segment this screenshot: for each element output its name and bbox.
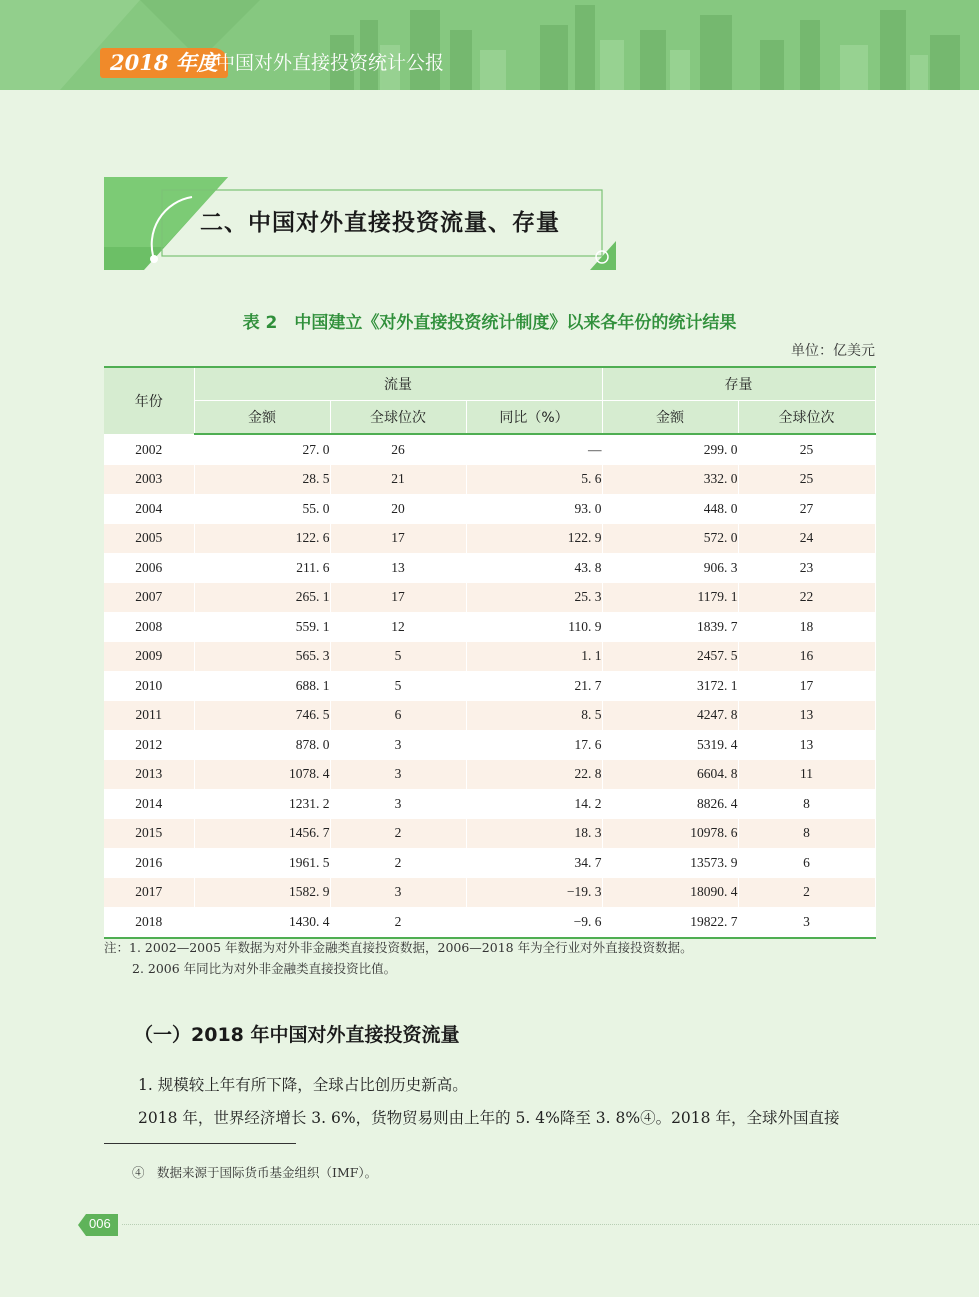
- cell-stock-amount: 5319. 4: [602, 730, 738, 760]
- table-notes: [104, 937, 693, 979]
- cell-year: 2013: [104, 760, 194, 790]
- cell-flow-rank: 2: [330, 848, 466, 878]
- cell-year: 2015: [104, 819, 194, 849]
- cell-flow-amount: 1582. 9: [194, 878, 330, 908]
- cell-flow-rank: 17: [330, 524, 466, 554]
- cell-year: 2009: [104, 642, 194, 672]
- cell-stock-amount: 8826. 4: [602, 789, 738, 819]
- cell-flow-amount: 1961. 5: [194, 848, 330, 878]
- cell-stock-rank: 3: [738, 907, 875, 938]
- note-line-2: 2. 2006 年同比为对外非金融类直接投资比值。: [132, 961, 397, 976]
- page-number: 006: [89, 1216, 111, 1231]
- cell-flow-yoy: 14. 2: [466, 789, 602, 819]
- cell-flow-amount: 265. 1: [194, 583, 330, 613]
- header-stock: 存量: [602, 367, 875, 401]
- cell-stock-rank: 25: [738, 465, 875, 495]
- cell-stock-rank: 16: [738, 642, 875, 672]
- cell-flow-amount: 1430. 4: [194, 907, 330, 938]
- subsection-heading: （一）2018 年中国对外直接投资流量: [134, 1024, 460, 1046]
- cell-stock-amount: 2457. 5: [602, 642, 738, 672]
- cell-stock-amount: 10978. 6: [602, 819, 738, 849]
- cell-stock-rank: 18: [738, 612, 875, 642]
- table-row: [104, 701, 875, 731]
- cell-flow-rank: 5: [330, 642, 466, 672]
- cell-flow-rank: 5: [330, 671, 466, 701]
- paragraph-2: 2018 年，世界经济增长 3. 6%，货物贸易则由上年的 5. 4%降至 3. 8%④。2018 年，全球外国直接: [138, 1109, 840, 1127]
- cell-flow-yoy: 122. 9: [466, 524, 602, 554]
- cell-stock-rank: 2: [738, 878, 875, 908]
- cell-stock-amount: 19822. 7: [602, 907, 738, 938]
- cell-flow-rank: 2: [330, 819, 466, 849]
- cell-flow-amount: 559. 1: [194, 612, 330, 642]
- cell-flow-rank: 3: [330, 789, 466, 819]
- cell-stock-amount: 448. 0: [602, 494, 738, 524]
- cell-flow-amount: 1456. 7: [194, 819, 330, 849]
- cell-flow-rank: 3: [330, 760, 466, 790]
- footnote-rule: [104, 1143, 296, 1144]
- table-caption: 表 2 中国建立《对外直接投资统计制度》以来各年份的统计结果: [242, 313, 737, 333]
- table-row: [104, 494, 875, 524]
- cell-year: 2012: [104, 730, 194, 760]
- cell-flow-yoy: —: [466, 434, 602, 465]
- cell-flow-rank: 13: [330, 553, 466, 583]
- page-header: [0, 0, 979, 90]
- cell-stock-rank: 24: [738, 524, 875, 554]
- cell-flow-rank: 21: [330, 465, 466, 495]
- cell-flow-amount: 565. 3: [194, 642, 330, 672]
- note-line-1: 注：1. 2002—2005 年数据为对外非金融类直接投资数据，2006—2018 年为全行业对外直接投资数据。: [104, 940, 693, 955]
- section-title: 二、中国对外直接投资流量、存量: [200, 210, 560, 236]
- cell-flow-yoy: 110. 9: [466, 612, 602, 642]
- cell-stock-rank: 13: [738, 701, 875, 731]
- cell-flow-yoy: −19. 3: [466, 878, 602, 908]
- subheader-flow-rank: 全球位次: [330, 401, 466, 435]
- cell-year: 2016: [104, 848, 194, 878]
- cell-stock-rank: 8: [738, 789, 875, 819]
- cell-flow-yoy: 25. 3: [466, 583, 602, 613]
- table-row: [104, 819, 875, 849]
- table-row: [104, 612, 875, 642]
- cell-year: 2014: [104, 789, 194, 819]
- cell-year: 2005: [104, 524, 194, 554]
- cell-stock-rank: 22: [738, 583, 875, 613]
- cell-stock-amount: 1179. 1: [602, 583, 738, 613]
- table-row: [104, 524, 875, 554]
- table-row: [104, 642, 875, 672]
- table-row: [104, 760, 875, 790]
- cell-stock-rank: 27: [738, 494, 875, 524]
- cell-flow-rank: 3: [330, 730, 466, 760]
- cell-flow-amount: 28. 5: [194, 465, 330, 495]
- cell-flow-rank: 12: [330, 612, 466, 642]
- cell-flow-amount: 1078. 4: [194, 760, 330, 790]
- cell-stock-rank: 25: [738, 434, 875, 465]
- cell-year: 2003: [104, 465, 194, 495]
- cell-flow-yoy: 5. 6: [466, 465, 602, 495]
- table-row: [104, 583, 875, 613]
- page-footer-line: [122, 1224, 979, 1225]
- cell-year: 2018: [104, 907, 194, 938]
- cell-stock-amount: 6604. 8: [602, 760, 738, 790]
- cell-flow-yoy: 34. 7: [466, 848, 602, 878]
- cell-flow-amount: 746. 5: [194, 701, 330, 731]
- table-row: [104, 789, 875, 819]
- statistics-table: [104, 366, 876, 939]
- cell-stock-rank: 17: [738, 671, 875, 701]
- cell-year: 2004: [104, 494, 194, 524]
- document-title: 中国对外直接投资统计公报: [216, 52, 445, 74]
- cell-flow-yoy: 21. 7: [466, 671, 602, 701]
- cell-flow-yoy: 43. 8: [466, 553, 602, 583]
- cell-flow-amount: 211. 6: [194, 553, 330, 583]
- cell-stock-amount: 332. 0: [602, 465, 738, 495]
- cell-year: 2017: [104, 878, 194, 908]
- cell-stock-rank: 6: [738, 848, 875, 878]
- table-row: [104, 434, 875, 465]
- cell-flow-amount: 1231. 2: [194, 789, 330, 819]
- cell-flow-amount: 688. 1: [194, 671, 330, 701]
- cell-flow-amount: 122. 6: [194, 524, 330, 554]
- cell-flow-amount: 878. 0: [194, 730, 330, 760]
- cell-flow-yoy: 17. 6: [466, 730, 602, 760]
- cell-year: 2007: [104, 583, 194, 613]
- cell-stock-amount: 18090. 4: [602, 878, 738, 908]
- cell-flow-yoy: 18. 3: [466, 819, 602, 849]
- cell-stock-rank: 8: [738, 819, 875, 849]
- cell-flow-amount: 55. 0: [194, 494, 330, 524]
- header-year: 年份: [104, 367, 194, 434]
- year-badge: 2018 年度: [100, 48, 228, 78]
- subheader-stock-amount: 金额: [602, 401, 738, 435]
- footnote: ④ 数据来源于国际货币基金组织（IMF）。: [132, 1165, 378, 1180]
- cell-flow-rank: 17: [330, 583, 466, 613]
- cell-stock-amount: 3172. 1: [602, 671, 738, 701]
- cell-stock-amount: 1839. 7: [602, 612, 738, 642]
- cell-year: 2011: [104, 701, 194, 731]
- table-unit: 单位：亿美元: [791, 343, 875, 359]
- cell-stock-amount: 299. 0: [602, 434, 738, 465]
- table-row: [104, 848, 875, 878]
- cell-flow-amount: 27. 0: [194, 434, 330, 465]
- table-row: [104, 465, 875, 495]
- cell-flow-rank: 3: [330, 878, 466, 908]
- table-row: [104, 907, 875, 938]
- cell-stock-amount: 572. 0: [602, 524, 738, 554]
- subheader-stock-rank: 全球位次: [738, 401, 875, 435]
- cell-flow-yoy: 8. 5: [466, 701, 602, 731]
- cell-flow-yoy: 22. 8: [466, 760, 602, 790]
- subheader-flow-amount: 金额: [194, 401, 330, 435]
- cell-year: 2008: [104, 612, 194, 642]
- cell-flow-yoy: 1. 1: [466, 642, 602, 672]
- cell-stock-amount: 906. 3: [602, 553, 738, 583]
- cell-flow-rank: 20: [330, 494, 466, 524]
- cell-stock-rank: 13: [738, 730, 875, 760]
- paragraph-1: 1. 规模较上年有所下降，全球占比创历史新高。: [138, 1076, 468, 1094]
- cell-flow-rank: 2: [330, 907, 466, 938]
- table-row: [104, 730, 875, 760]
- cell-flow-yoy: 93. 0: [466, 494, 602, 524]
- subheader-flow-yoy: 同比（%）: [466, 401, 602, 435]
- header-flow: 流量: [194, 367, 602, 401]
- cell-stock-amount: 4247. 8: [602, 701, 738, 731]
- cell-flow-rank: 6: [330, 701, 466, 731]
- table-row: [104, 671, 875, 701]
- cell-year: 2002: [104, 434, 194, 465]
- cell-stock-rank: 11: [738, 760, 875, 790]
- cell-flow-yoy: −9. 6: [466, 907, 602, 938]
- cell-stock-amount: 13573. 9: [602, 848, 738, 878]
- cell-year: 2010: [104, 671, 194, 701]
- cell-flow-rank: 26: [330, 434, 466, 465]
- cell-stock-rank: 23: [738, 553, 875, 583]
- cell-year: 2006: [104, 553, 194, 583]
- table-row: [104, 553, 875, 583]
- table-row: [104, 878, 875, 908]
